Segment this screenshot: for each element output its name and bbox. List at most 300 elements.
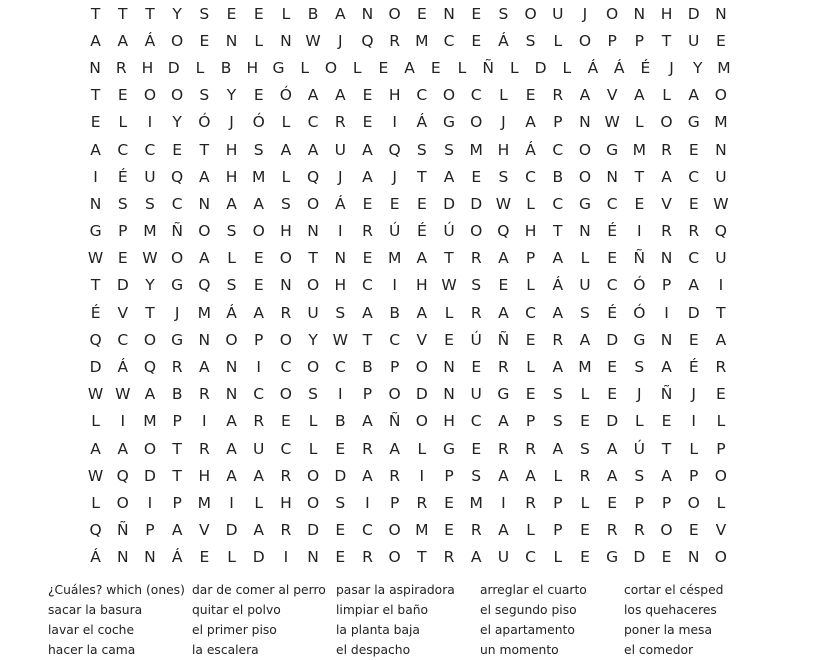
grid-letter: N: [443, 358, 455, 377]
word-list-item: el primer piso: [192, 623, 277, 637]
grid-letter: P: [362, 385, 373, 404]
grid-letter: L: [118, 113, 128, 132]
grid-letter: A: [226, 194, 237, 213]
grid-letter: R: [115, 58, 127, 77]
grid-letter: R: [661, 222, 672, 241]
grid-letter: R: [498, 358, 509, 377]
grid-letter: C: [688, 167, 700, 186]
grid-letter: A: [498, 466, 509, 485]
word-list-item: la escalera: [192, 643, 259, 657]
grid-letter: R: [552, 86, 564, 105]
grid-letter: R: [579, 466, 591, 485]
grid-letter: L: [553, 548, 563, 567]
grid-letter: A: [144, 385, 156, 404]
grid-letter: O: [143, 86, 157, 105]
grid-letter: A: [362, 303, 373, 322]
grid-letter: I: [147, 493, 153, 512]
grid-letter: Q: [388, 140, 401, 159]
grid-letter: L: [635, 113, 644, 132]
grid-letter: Ó: [633, 303, 646, 322]
grid-letter: T: [90, 4, 101, 23]
word-list-item: el apartamento: [480, 623, 575, 637]
grid-letter: O: [714, 548, 727, 567]
grid-letter: Ú: [470, 330, 482, 349]
grid-letter: N: [225, 385, 238, 404]
grid-letter: U: [688, 31, 700, 50]
grid-letter: N: [606, 167, 618, 186]
grid-letter: O: [116, 493, 129, 512]
grid-letter: C: [416, 86, 428, 105]
grid-letter: R: [389, 31, 401, 50]
grid-letter: E: [688, 194, 699, 213]
grid-letter: N: [307, 548, 319, 567]
grid-letter: R: [470, 249, 482, 268]
grid-letter: E: [525, 385, 536, 404]
grid-letter: Ñ: [633, 249, 646, 268]
grid-letter: P: [716, 439, 726, 458]
grid-row: [82, 326, 737, 353]
grid-letter: C: [280, 439, 292, 458]
grid-letter: Ñ: [388, 412, 401, 431]
grid-letter: I: [120, 412, 126, 431]
grid-letter: E: [634, 194, 645, 213]
grid-letter: S: [226, 222, 237, 241]
grid-letter: Á: [117, 358, 129, 377]
grid-letter: H: [198, 466, 211, 485]
grid-row: [82, 82, 737, 109]
grid-letter: V: [661, 194, 672, 213]
grid-letter: N: [687, 548, 700, 567]
grid-letter: C: [525, 303, 536, 322]
grid-letter: R: [498, 439, 509, 458]
grid-letter: Á: [498, 31, 509, 50]
grid-letter: O: [306, 493, 320, 512]
grid-letter: A: [579, 86, 591, 105]
grid-letter: R: [198, 439, 210, 458]
grid-letter: I: [501, 493, 506, 512]
grid-letter: L: [716, 412, 726, 431]
grid-letter: Y: [145, 276, 155, 295]
grid-letter: O: [306, 194, 320, 213]
grid-row: [82, 462, 737, 489]
grid-letter: W: [87, 249, 104, 268]
grid-letter: C: [552, 140, 564, 159]
grid-letter: P: [254, 330, 264, 349]
grid-letter: E: [117, 249, 128, 268]
grid-letter: G: [606, 548, 619, 567]
grid-letter: A: [416, 249, 428, 268]
grid-letter: A: [552, 303, 564, 322]
grid-letter: É: [607, 222, 618, 241]
grid-letter: N: [715, 4, 727, 23]
grid-letter: Ó: [252, 113, 265, 132]
grid-letter: H: [497, 140, 510, 159]
grid-row: [82, 109, 737, 136]
grid-letter: M: [143, 412, 157, 431]
grid-letter: C: [307, 113, 319, 132]
grid-letter: M: [387, 249, 402, 268]
grid-letter: H: [416, 276, 428, 295]
grid-letter: T: [362, 330, 373, 349]
grid-letter: L: [635, 412, 644, 431]
grid-letter: U: [470, 385, 482, 404]
grid-letter: A: [253, 303, 265, 322]
grid-letter: A: [579, 330, 591, 349]
grid-letter: O: [578, 167, 592, 186]
grid-letter: E: [199, 548, 210, 567]
grid-letter: T: [145, 4, 155, 23]
grid-letter: E: [471, 31, 482, 50]
grid-letter: I: [718, 276, 724, 295]
grid-letter: L: [662, 86, 671, 105]
grid-letter: E: [389, 194, 400, 213]
grid-letter: Ú: [443, 222, 455, 241]
grid-letter: L: [195, 58, 205, 77]
grid-letter: C: [389, 330, 401, 349]
grid-letter: E: [90, 113, 101, 132]
grid-letter: D: [167, 58, 180, 77]
grid-letter: E: [607, 385, 618, 404]
grid-letter: C: [253, 385, 265, 404]
grid-letter: S: [471, 276, 482, 295]
grid-letter: S: [117, 194, 128, 213]
grid-letter: A: [634, 86, 645, 105]
grid-letter: P: [553, 521, 563, 540]
grid-letter: Ú: [633, 439, 646, 458]
grid-letter: N: [144, 548, 156, 567]
grid-letter: A: [226, 412, 237, 431]
grid-letter: S: [634, 358, 645, 377]
grid-letter: O: [279, 249, 292, 268]
grid-letter: D: [307, 521, 320, 540]
grid-letter: M: [717, 58, 731, 77]
grid-letter: P: [389, 493, 400, 512]
grid-letter: P: [172, 412, 182, 431]
grid-letter: R: [171, 358, 183, 377]
grid-letter: Á: [416, 113, 428, 132]
grid-letter: A: [90, 31, 101, 50]
grid-letter: S: [199, 4, 210, 23]
grid-letter: E: [335, 439, 346, 458]
grid-letter: C: [525, 167, 536, 186]
grid-letter: L: [553, 466, 563, 485]
grid-letter: T: [661, 31, 672, 50]
grid-letter: M: [415, 31, 429, 50]
grid-letter: R: [362, 548, 373, 567]
grid-letter: D: [606, 330, 619, 349]
grid-letter: A: [253, 466, 265, 485]
grid-letter: O: [324, 58, 338, 77]
grid-letter: E: [444, 330, 454, 349]
grid-letter: C: [117, 140, 129, 159]
grid-letter: I: [637, 222, 642, 241]
word-list-item: dar de comer al perro: [192, 583, 326, 597]
grid-row: [82, 299, 737, 326]
grid-letter: U: [307, 303, 319, 322]
grid-letter: P: [525, 412, 536, 431]
grid-letter: I: [392, 113, 397, 132]
grid-letter: C: [117, 330, 129, 349]
grid-letter: R: [606, 521, 618, 540]
grid-letter: Á: [171, 548, 183, 567]
grid-letter: A: [661, 466, 672, 485]
grid-letter: D: [415, 385, 428, 404]
grid-letter: N: [198, 194, 211, 213]
grid-letter: M: [415, 521, 429, 540]
grid-letter: R: [633, 521, 645, 540]
grid-letter: V: [199, 521, 210, 540]
grid-letter: E: [498, 276, 509, 295]
grid-letter: S: [280, 194, 291, 213]
grid-letter: T: [417, 548, 427, 567]
grid-letter: M: [197, 303, 212, 322]
grid-letter: L: [526, 521, 535, 540]
grid-letter: N: [579, 222, 591, 241]
grid-letter: D: [470, 194, 483, 213]
grid-letter: Y: [172, 113, 182, 132]
grid-letter: R: [525, 493, 536, 512]
grid-letter: G: [171, 276, 184, 295]
grid-letter: R: [198, 385, 210, 404]
grid-letter: J: [174, 303, 180, 322]
grid-letter: W: [305, 31, 321, 50]
grid-letter: E: [607, 493, 618, 512]
grid-letter: I: [337, 385, 343, 404]
grid-letter: H: [225, 140, 238, 159]
grid-letter: E: [661, 548, 672, 567]
grid-letter: L: [499, 86, 508, 105]
grid-letter: Y: [308, 330, 318, 349]
grid-letter: R: [389, 466, 401, 485]
grid-letter: T: [417, 167, 427, 186]
grid-letter: H: [141, 58, 154, 77]
grid-letter: E: [362, 194, 373, 213]
grid-letter: E: [471, 167, 482, 186]
grid-letter: B: [171, 385, 183, 404]
grid-letter: G: [687, 113, 700, 132]
grid-letter: L: [281, 4, 291, 23]
grid-letter: I: [283, 548, 289, 567]
grid-letter: A: [226, 466, 237, 485]
grid-letter: U: [253, 439, 265, 458]
grid-letter: I: [229, 493, 234, 512]
grid-letter: A: [552, 439, 564, 458]
grid-letter: D: [89, 358, 102, 377]
grid-letter: Q: [116, 466, 129, 485]
grid-letter: C: [362, 276, 373, 295]
grid-letter: E: [688, 521, 699, 540]
grid-letter: A: [498, 412, 509, 431]
grid-letter: O: [279, 330, 292, 349]
grid-letter: L: [308, 439, 318, 458]
grid-letter: L: [553, 31, 563, 50]
grid-letter: L: [457, 58, 467, 77]
grid-row: [82, 353, 737, 380]
grid-letter: A: [117, 439, 129, 458]
grid-letter: N: [89, 58, 101, 77]
grid-letter: A: [334, 86, 346, 105]
grid-letter: M: [714, 113, 728, 132]
grid-letter: A: [171, 521, 183, 540]
grid-letter: O: [252, 222, 265, 241]
grid-letter: I: [365, 493, 370, 512]
grid-letter: E: [525, 330, 536, 349]
grid-letter: O: [171, 86, 184, 105]
grid-letter: I: [147, 113, 153, 132]
grid-letter: U: [579, 276, 591, 295]
grid-letter: G: [443, 113, 456, 132]
grid-letter: L: [716, 493, 726, 512]
grid-letter: W: [115, 385, 131, 404]
grid-letter: N: [225, 31, 238, 50]
grid-letter: Ñ: [497, 330, 510, 349]
grid-letter: S: [498, 167, 509, 186]
grid-letter: A: [470, 548, 482, 567]
grid-letter: R: [688, 222, 700, 241]
grid-letter: A: [280, 140, 292, 159]
grid-letter: O: [171, 31, 184, 50]
grid-letter: L: [562, 58, 572, 77]
grid-letter: P: [661, 276, 672, 295]
grid-row: [82, 408, 737, 435]
word-list-item: el despacho: [336, 643, 411, 657]
grid-letter: C: [552, 194, 564, 213]
grid-letter: E: [580, 548, 590, 567]
grid-letter: A: [498, 303, 509, 322]
grid-letter: Q: [89, 330, 102, 349]
grid-letter: E: [661, 412, 672, 431]
grid-letter: C: [362, 521, 373, 540]
grid-letter: T: [553, 222, 563, 241]
grid-letter: M: [632, 140, 647, 159]
grid-letter: S: [552, 412, 563, 431]
grid-letter: S: [335, 493, 346, 512]
grid-letter: P: [444, 466, 454, 485]
grid-letter: J: [582, 4, 588, 23]
grid-letter: O: [306, 276, 320, 295]
grid-letter: O: [524, 4, 537, 23]
grid-letter: A: [90, 439, 101, 458]
grid-row: [82, 381, 737, 408]
word-list-item: la planta baja: [336, 623, 420, 637]
grid-letter: B: [334, 412, 346, 431]
grid-letter: T: [90, 86, 101, 105]
grid-letter: C: [688, 249, 700, 268]
grid-letter: O: [714, 466, 727, 485]
grid-letter: É: [688, 358, 699, 377]
grid-letter: A: [498, 521, 509, 540]
grid-letter: I: [392, 276, 397, 295]
grid-letter: I: [202, 412, 207, 431]
grid-letter: E: [253, 4, 264, 23]
grid-letter: Q: [306, 167, 320, 186]
grid-letter: U: [715, 249, 727, 268]
grid-letter: I: [337, 222, 343, 241]
grid-letter: U: [552, 4, 564, 23]
grid-letter: E: [716, 385, 726, 404]
grid-letter: L: [91, 412, 100, 431]
grid-letter: Q: [361, 31, 374, 50]
grid-row: [82, 190, 737, 217]
grid-letter: J: [669, 58, 674, 77]
grid-letter: R: [280, 303, 292, 322]
grid-letter: A: [606, 466, 618, 485]
grid-letter: N: [443, 385, 455, 404]
grid-letter: O: [171, 249, 184, 268]
grid-letter: E: [688, 140, 699, 159]
grid-row: [82, 136, 737, 163]
grid-letter: E: [716, 31, 726, 50]
grid-letter: W: [332, 330, 348, 349]
grid-letter: B: [552, 167, 564, 186]
grid-letter: O: [388, 521, 401, 540]
grid-letter: B: [389, 303, 400, 322]
grid-letter: G: [606, 140, 619, 159]
grid-letter: L: [352, 58, 362, 77]
grid-letter: T: [634, 167, 645, 186]
grid-letter: É: [416, 222, 427, 241]
grid-letter: A: [404, 58, 415, 77]
grid-letter: O: [143, 330, 157, 349]
grid-letter: R: [416, 493, 428, 512]
grid-letter: D: [225, 521, 238, 540]
grid-letter: O: [578, 140, 592, 159]
grid-letter: L: [300, 58, 310, 77]
grid-row: [82, 27, 737, 54]
grid-letter: H: [334, 276, 347, 295]
grid-letter: P: [145, 521, 155, 540]
word-list-item: ¿Cuáles? which (ones): [48, 583, 185, 597]
grid-letter: S: [308, 385, 319, 404]
grid-letter: L: [510, 58, 519, 77]
grid-letter: E: [378, 58, 389, 77]
grid-letter: V: [606, 86, 618, 105]
grid-letter: L: [444, 303, 454, 322]
grid-letter: H: [443, 412, 455, 431]
grid-letter: Ó: [279, 86, 292, 105]
grid-letter: J: [337, 31, 343, 50]
grid-letter: S: [634, 466, 645, 485]
grid-letter: H: [246, 58, 259, 77]
grid-row: [82, 0, 737, 27]
grid-letter: W: [142, 249, 158, 268]
grid-letter: C: [334, 358, 346, 377]
grid-letter: D: [633, 548, 646, 567]
grid-letter: N: [633, 4, 646, 23]
grid-letter: H: [388, 86, 401, 105]
grid-letter: A: [199, 249, 210, 268]
grid-letter: L: [526, 194, 535, 213]
grid-letter: A: [688, 276, 700, 295]
grid-letter: T: [172, 439, 182, 458]
grid-letter: N: [89, 194, 102, 213]
grid-letter: E: [416, 4, 427, 23]
grid-letter: M: [252, 167, 266, 186]
grid-letter: V: [117, 303, 129, 322]
grid-letter: S: [444, 140, 454, 159]
grid-letter: P: [525, 249, 536, 268]
grid-letter: N: [225, 358, 238, 377]
grid-letter: E: [226, 4, 237, 23]
grid-letter: N: [361, 4, 374, 23]
grid-letter: E: [607, 249, 618, 268]
grid-letter: A: [253, 194, 265, 213]
grid-letter: O: [687, 493, 700, 512]
grid-letter: E: [471, 358, 482, 377]
grid-letter: R: [552, 330, 564, 349]
grid-letter: Á: [334, 194, 346, 213]
grid-letter: S: [498, 4, 509, 23]
